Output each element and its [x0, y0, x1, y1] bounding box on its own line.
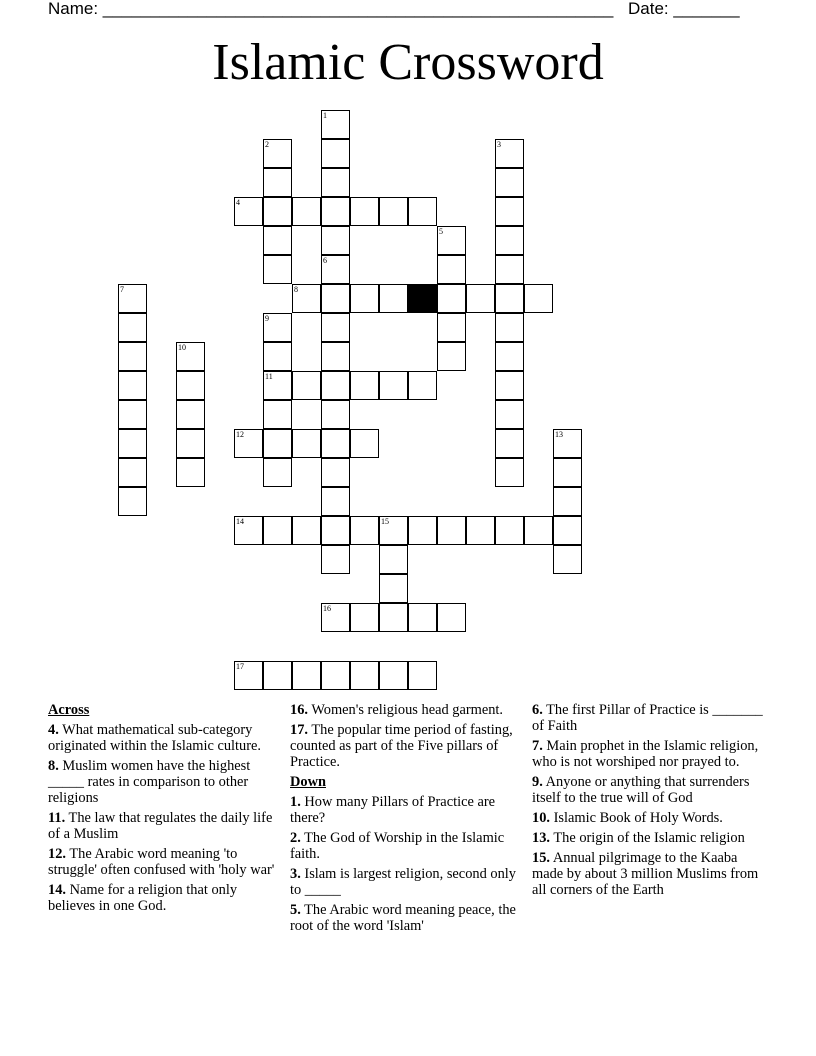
crossword-cell[interactable] [263, 313, 292, 342]
clue-text: What mathematical sub-category originated within the Islamic culture. [48, 722, 261, 754]
clue-number: 10. [532, 810, 550, 826]
crossword-cell[interactable] [263, 661, 292, 690]
clue-number: 17. [290, 722, 308, 738]
cell-number: 12 [236, 430, 244, 439]
crossword-cell[interactable] [263, 197, 292, 226]
clue-down-15 [532, 850, 764, 898]
crossword-cell[interactable] [321, 661, 350, 690]
crossword-cell[interactable] [379, 545, 408, 574]
crossword-cell[interactable] [495, 197, 524, 226]
crossword-cell[interactable] [321, 545, 350, 574]
crossword-cell[interactable] [495, 400, 524, 429]
cell-number: 6 [323, 256, 327, 265]
crossword-cell[interactable] [118, 313, 147, 342]
crossword-cell[interactable] [176, 400, 205, 429]
crossword-cell[interactable] [234, 429, 263, 458]
cell-number: 5 [439, 227, 443, 236]
crossword-cell[interactable] [176, 342, 205, 371]
crossword-cell[interactable] [350, 429, 379, 458]
crossword-cell[interactable] [350, 197, 379, 226]
crossword-cell[interactable] [263, 168, 292, 197]
crossword-cell[interactable] [408, 371, 437, 400]
crossword-cell[interactable] [321, 255, 350, 284]
clue-text: The first Pillar of Practice is _______ of Faith [532, 702, 763, 734]
crossword-cell[interactable] [321, 313, 350, 342]
clue-across-17 [290, 722, 520, 770]
clue-number: 7. [532, 738, 543, 754]
crossword-cell[interactable] [524, 284, 553, 313]
crossword-cell[interactable] [350, 371, 379, 400]
crossword-cell[interactable] [495, 168, 524, 197]
crossword-cell[interactable] [553, 545, 582, 574]
clue-number: 13. [532, 830, 550, 846]
crossword-cell[interactable] [408, 603, 437, 632]
clue-number: 9. [532, 774, 543, 790]
crossword-cell[interactable] [495, 516, 524, 545]
across-heading: Across [48, 702, 90, 718]
crossword-cell[interactable] [321, 226, 350, 255]
crossword-cell[interactable] [350, 661, 379, 690]
clue-text: The popular time period of fasting, counted as part of the Five pillars of Practice. [290, 722, 513, 770]
clue-text: The Arabic word meaning 'to struggle' often confused with 'holy war' [48, 846, 275, 878]
crossword-cell[interactable] [321, 603, 350, 632]
clue-number: 4. [48, 722, 59, 738]
crossword-cell[interactable] [118, 429, 147, 458]
clue-across-14 [48, 882, 276, 914]
crossword-cell[interactable] [495, 342, 524, 371]
cell-number: 17 [236, 662, 244, 671]
crossword-cell[interactable] [524, 516, 553, 545]
crossword-cell[interactable] [292, 371, 321, 400]
cell-number: 2 [265, 140, 269, 149]
crossword-cell[interactable] [408, 661, 437, 690]
clue-text: The God of Worship in the Islamic faith. [290, 830, 505, 862]
clue-text: The origin of the Islamic religion [553, 830, 745, 846]
date-field-label[interactable]: Date: _______ [628, 0, 740, 18]
name-field-label[interactable]: Name: ______________________________________________________ [48, 0, 614, 18]
crossword-cell[interactable] [466, 284, 495, 313]
crossword-cell[interactable] [321, 371, 350, 400]
crossword-cell[interactable] [437, 342, 466, 371]
crossword-cell[interactable] [263, 400, 292, 429]
crossword-cell[interactable] [379, 661, 408, 690]
crossword-cell[interactable] [553, 487, 582, 516]
clue-number: 6. [532, 702, 543, 718]
crossword-cell[interactable] [263, 139, 292, 168]
clue-down-10 [532, 810, 764, 826]
crossword-cell[interactable] [437, 516, 466, 545]
cell-number: 11 [265, 372, 273, 381]
clue-text: Women's religious head garment. [311, 702, 504, 718]
clue-down-7 [532, 738, 764, 770]
crossword-cell[interactable] [437, 255, 466, 284]
cell-number: 3 [497, 140, 501, 149]
crossword-cell[interactable] [553, 458, 582, 487]
crossword-cell[interactable] [321, 487, 350, 516]
crossword-cell[interactable] [292, 661, 321, 690]
crossword-cell[interactable] [408, 197, 437, 226]
cell-number: 13 [555, 430, 563, 439]
crossword-cell[interactable] [553, 516, 582, 545]
crossword-cell[interactable] [321, 516, 350, 545]
clue-text: Islam is largest religion, second only to _____ [290, 866, 516, 898]
crossword-cell[interactable] [495, 371, 524, 400]
crossword-cell[interactable] [379, 603, 408, 632]
crossword-cell[interactable] [437, 284, 466, 313]
clue-number: 14. [48, 882, 66, 898]
cell-number: 4 [236, 198, 240, 207]
clue-text: Name for a religion that only believes in one God. [48, 882, 238, 914]
clue-text: Muslim women have the highest _____ rates in comparison to other religions [48, 758, 251, 806]
clue-across-8 [48, 758, 276, 806]
crossword-cell[interactable] [466, 516, 495, 545]
crossword-cell[interactable] [118, 284, 147, 313]
crossword-cell[interactable] [553, 429, 582, 458]
crossword-cell[interactable] [321, 400, 350, 429]
crossword-cell[interactable] [263, 429, 292, 458]
crossword-cell[interactable] [234, 661, 263, 690]
crossword-cell[interactable] [350, 516, 379, 545]
crossword-cell[interactable] [292, 429, 321, 458]
crossword-cell[interactable] [350, 603, 379, 632]
crossword-cell[interactable] [118, 342, 147, 371]
clue-down-13 [532, 830, 764, 846]
cell-number: 16 [323, 604, 331, 613]
clue-down-2 [290, 830, 520, 862]
cell-number: 14 [236, 517, 244, 526]
clue-down-9 [532, 774, 764, 806]
clue-column-1 [48, 702, 276, 918]
cell-number: 9 [265, 314, 269, 323]
crossword-cell[interactable] [379, 371, 408, 400]
crossword-cell[interactable] [495, 255, 524, 284]
crossword-cell[interactable] [263, 255, 292, 284]
cell-number: 15 [381, 517, 389, 526]
clue-down-5 [290, 902, 520, 934]
crossword-cell[interactable] [118, 458, 147, 487]
crossword-cell[interactable] [379, 197, 408, 226]
crossword-cell[interactable] [292, 516, 321, 545]
clue-text: How many Pillars of Practice are there? [290, 794, 496, 826]
crossword-cell[interactable] [321, 110, 350, 139]
crossword-cell[interactable] [118, 400, 147, 429]
crossword-cell[interactable] [321, 429, 350, 458]
crossword-cell[interactable] [408, 516, 437, 545]
crossword-cell[interactable] [495, 313, 524, 342]
clue-number: 5. [290, 902, 301, 918]
cell-number: 10 [178, 343, 186, 352]
clue-down-1 [290, 794, 520, 826]
clue-number: 12. [48, 846, 66, 862]
clue-across-11 [48, 810, 276, 842]
clue-text: The Arabic word meaning peace, the root of the word 'Islam' [290, 902, 516, 934]
clue-number: 8. [48, 758, 59, 774]
clue-number: 2. [290, 830, 301, 846]
crossword-cell[interactable] [350, 284, 379, 313]
crossword-cell[interactable] [176, 458, 205, 487]
crossword-cell[interactable] [118, 371, 147, 400]
clue-number: 11. [48, 810, 66, 826]
crossword-cell[interactable] [437, 313, 466, 342]
crossword-cell[interactable] [321, 197, 350, 226]
crossword-cell[interactable] [263, 342, 292, 371]
crossword-cell[interactable] [234, 516, 263, 545]
clue-text: Anyone or anything that surrenders itself to the true will of God [532, 774, 750, 806]
crossword-cell[interactable] [292, 284, 321, 313]
clue-text: Main prophet in the Islamic religion, who is not worshiped nor prayed to. [532, 738, 759, 770]
crossword-cell[interactable] [263, 371, 292, 400]
crossword-cell[interactable] [379, 574, 408, 603]
crossword-cell[interactable] [118, 487, 147, 516]
clue-number: 3. [290, 866, 301, 882]
clue-across-4 [48, 722, 276, 754]
cell-number: 8 [294, 285, 298, 294]
cell-number: 7 [120, 285, 124, 294]
crossword-cell[interactable] [263, 516, 292, 545]
clue-across-16 [290, 702, 520, 718]
crossword-cell[interactable] [321, 284, 350, 313]
crossword-cell[interactable] [292, 197, 321, 226]
crossword-cell[interactable] [321, 139, 350, 168]
crossword-cell[interactable] [263, 226, 292, 255]
crossword-cell[interactable] [263, 458, 292, 487]
crossword-cell[interactable] [321, 342, 350, 371]
clue-column-2 [290, 702, 520, 938]
clue-down-3 [290, 866, 520, 898]
crossword-cell[interactable] [495, 284, 524, 313]
crossword-cell[interactable] [437, 226, 466, 255]
clue-number: 16. [290, 702, 308, 718]
clue-text: The law that regulates the daily life of a Muslim [48, 810, 273, 842]
clue-down-6 [532, 702, 764, 734]
crossword-cell[interactable] [495, 226, 524, 255]
crossword-cell[interactable] [495, 139, 524, 168]
crossword-cell[interactable] [321, 168, 350, 197]
crossword-cell[interactable] [321, 458, 350, 487]
clue-number: 15. [532, 850, 550, 866]
page-title: Islamic Crossword [212, 34, 604, 91]
crossword-cell[interactable] [379, 516, 408, 545]
down-heading: Down [290, 774, 326, 790]
clue-column-3 [532, 702, 764, 902]
clue-across-12 [48, 846, 276, 878]
crossword-cell[interactable] [234, 197, 263, 226]
crossword-cell[interactable] [176, 371, 205, 400]
clue-number: 1. [290, 794, 301, 810]
crossword-cell[interactable] [437, 603, 466, 632]
crossword-cell[interactable] [495, 429, 524, 458]
crossword-cell[interactable] [176, 429, 205, 458]
black-square [408, 284, 437, 313]
cell-number: 1 [323, 111, 327, 120]
crossword-cell[interactable] [379, 284, 408, 313]
clue-text: Islamic Book of Holy Words. [553, 810, 723, 826]
crossword-cell[interactable] [495, 458, 524, 487]
clue-text: Annual pilgrimage to the Kaaba made by about 3 million Muslims from all corners of the Earth [532, 850, 759, 898]
